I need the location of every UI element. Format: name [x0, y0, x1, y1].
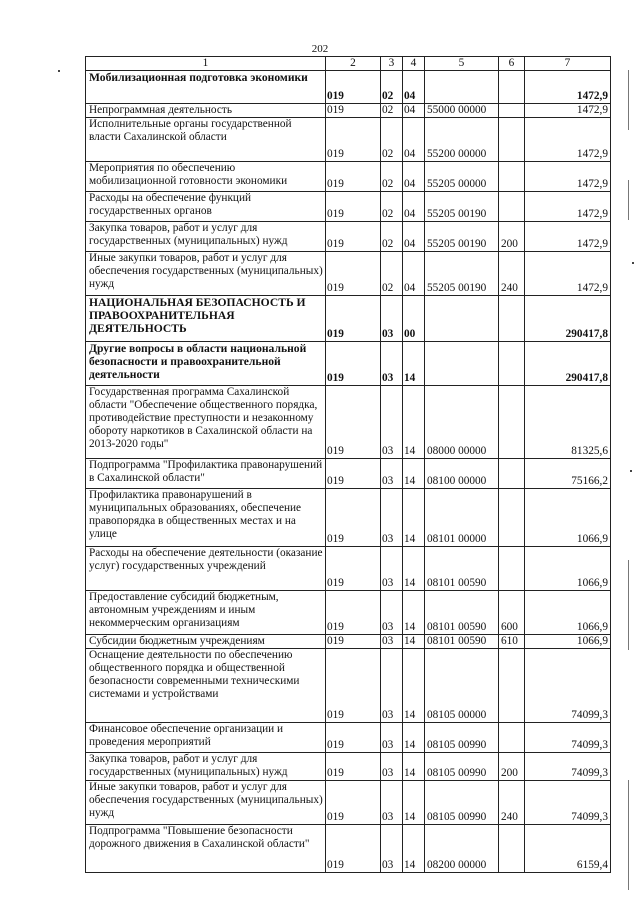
amount: 75166,2	[525, 459, 611, 489]
column-header: 6	[499, 57, 525, 71]
table-row	[86, 635, 611, 649]
table-row	[86, 459, 611, 489]
scan-edge-line	[628, 70, 629, 130]
section-code: 03	[381, 386, 403, 459]
admin-code: 019	[326, 723, 381, 753]
expense-type	[499, 386, 525, 459]
subsection-code: 14	[403, 635, 425, 649]
amount: 1472,9	[525, 71, 611, 104]
table-row	[86, 162, 611, 192]
expense-type	[499, 296, 525, 342]
row-name: Профилактика правонарушений в муниципальных образованиях, обеспечение правопорядка в общественных местах и на улице	[86, 489, 326, 547]
expense-type	[499, 459, 525, 489]
section-code: 03	[381, 591, 403, 635]
row-name: Закупка товаров, работ и услуг для государственных (муниципальных) нужд	[86, 753, 326, 781]
subsection-code: 14	[403, 781, 425, 825]
section-code: 03	[381, 489, 403, 547]
subsection-code: 14	[403, 459, 425, 489]
expense-type: 610	[499, 635, 525, 649]
scan-edge-line	[628, 780, 629, 890]
amount: 74099,3	[525, 753, 611, 781]
scan-edge-line	[628, 180, 629, 220]
section-code: 02	[381, 252, 403, 296]
target-article	[425, 71, 499, 104]
row-name: Иные закупки товаров, работ и услуг для обеспечения государственных (муниципальных) нужд	[86, 252, 326, 296]
section-code: 03	[381, 723, 403, 753]
subsection-code: 04	[403, 104, 425, 118]
section-code: 03	[381, 781, 403, 825]
amount: 74099,3	[525, 649, 611, 723]
subsection-code: 04	[403, 162, 425, 192]
subsection-code: 00	[403, 296, 425, 342]
section-code: 02	[381, 71, 403, 104]
admin-code: 019	[326, 222, 381, 252]
admin-code: 019	[326, 649, 381, 723]
column-header: 4	[403, 57, 425, 71]
table-row	[86, 547, 611, 591]
target-article: 08101 00590	[425, 591, 499, 635]
admin-code: 019	[326, 591, 381, 635]
row-name: Финансовое обеспечение организации и проведения мероприятий	[86, 723, 326, 753]
table-row	[86, 252, 611, 296]
expense-type	[499, 118, 525, 162]
subsection-code: 14	[403, 489, 425, 547]
amount: 290417,8	[525, 342, 611, 386]
amount: 74099,3	[525, 781, 611, 825]
admin-code: 019	[326, 635, 381, 649]
target-article: 08105 00990	[425, 781, 499, 825]
table-row	[86, 118, 611, 162]
target-article: 55205 00190	[425, 222, 499, 252]
section-code: 02	[381, 118, 403, 162]
column-header: 1	[86, 57, 326, 71]
target-article: 08105 00000	[425, 649, 499, 723]
target-article: 08105 00990	[425, 723, 499, 753]
subsection-code: 04	[403, 71, 425, 104]
section-code: 03	[381, 635, 403, 649]
row-name: Расходы на обеспечение деятельности (оказание услуг) государственных учреждений	[86, 547, 326, 591]
amount: 1472,9	[525, 118, 611, 162]
row-name: Государственная программа Сахалинской области "Обеспечение общественного порядка, противодействие преступности и незаконному обороту наркотиков в Сахалинской области на 2013-2020 годы"	[86, 386, 326, 459]
admin-code: 019	[326, 342, 381, 386]
expense-type	[499, 71, 525, 104]
table-row	[86, 825, 611, 873]
amount: 74099,3	[525, 723, 611, 753]
target-article: 08200 00000	[425, 825, 499, 873]
amount: 290417,8	[525, 296, 611, 342]
table-row	[86, 591, 611, 635]
target-article	[425, 342, 499, 386]
subsection-code: 04	[403, 252, 425, 296]
section-code: 02	[381, 222, 403, 252]
admin-code: 019	[326, 162, 381, 192]
row-name: Исполнительные органы государственной власти Сахалинской области	[86, 118, 326, 162]
target-article: 55205 00190	[425, 252, 499, 296]
subsection-code: 14	[403, 649, 425, 723]
expense-type: 200	[499, 222, 525, 252]
admin-code: 019	[326, 489, 381, 547]
target-article: 08000 00000	[425, 386, 499, 459]
row-name: Подпрограмма "Профилактика правонарушений в Сахалинской области"	[86, 459, 326, 489]
table-header-row	[86, 57, 611, 71]
expense-type	[499, 342, 525, 386]
admin-code: 019	[326, 386, 381, 459]
section-code: 02	[381, 162, 403, 192]
target-article: 08101 00590	[425, 547, 499, 591]
admin-code: 019	[326, 753, 381, 781]
admin-code: 019	[326, 459, 381, 489]
expense-type	[499, 723, 525, 753]
target-article: 08101 00590	[425, 635, 499, 649]
section-code: 03	[381, 547, 403, 591]
row-name: Другие вопросы в области национальной безопасности и правоохранительной деятельности	[86, 342, 326, 386]
table-row	[86, 489, 611, 547]
subsection-code: 14	[403, 825, 425, 873]
subsection-code: 04	[403, 118, 425, 162]
column-header: 5	[425, 57, 499, 71]
budget-table	[85, 56, 611, 873]
expense-type	[499, 547, 525, 591]
section-code: 03	[381, 296, 403, 342]
scan-edge-line	[628, 560, 629, 650]
table-row	[86, 222, 611, 252]
table-row	[86, 104, 611, 118]
column-header: 7	[525, 57, 611, 71]
subsection-code: 04	[403, 222, 425, 252]
table-row	[86, 296, 611, 342]
admin-code: 019	[326, 104, 381, 118]
subsection-code: 14	[403, 342, 425, 386]
admin-code: 019	[326, 547, 381, 591]
amount: 1066,9	[525, 547, 611, 591]
table-row	[86, 71, 611, 104]
amount: 1472,9	[525, 222, 611, 252]
admin-code: 019	[326, 252, 381, 296]
row-name: Непрограммная деятельность	[86, 104, 326, 118]
expense-type	[499, 162, 525, 192]
row-name: Подпрограмма "Повышение безопасности дорожного движения в Сахалинской области"	[86, 825, 326, 873]
table-row	[86, 753, 611, 781]
column-header: 2	[326, 57, 381, 71]
amount: 1066,9	[525, 489, 611, 547]
target-article: 55205 00190	[425, 192, 499, 222]
row-name: Субсидии бюджетным учреждениям	[86, 635, 326, 649]
amount: 1472,9	[525, 162, 611, 192]
expense-type: 600	[499, 591, 525, 635]
scan-speck	[632, 262, 634, 264]
table-row	[86, 386, 611, 459]
amount: 81325,6	[525, 386, 611, 459]
amount: 1066,9	[525, 635, 611, 649]
column-header: 3	[381, 57, 403, 71]
section-code: 02	[381, 104, 403, 118]
admin-code: 019	[326, 192, 381, 222]
amount: 1066,9	[525, 591, 611, 635]
expense-type	[499, 489, 525, 547]
expense-type	[499, 104, 525, 118]
amount: 1472,9	[525, 252, 611, 296]
row-name: НАЦИОНАЛЬНАЯ БЕЗОПАСНОСТЬ И ПРАВООХРАНИТЕЛЬНАЯ ДЕЯТЕЛЬНОСТЬ	[86, 296, 326, 342]
expense-type	[499, 825, 525, 873]
target-article: 08101 00000	[425, 489, 499, 547]
row-name: Мероприятия по обеспечению мобилизационной готовности экономики	[86, 162, 326, 192]
amount: 6159,4	[525, 825, 611, 873]
admin-code: 019	[326, 118, 381, 162]
scan-speck	[630, 470, 632, 472]
expense-type: 200	[499, 753, 525, 781]
row-name: Иные закупки товаров, работ и услуг для обеспечения государственных (муниципальных) нужд	[86, 781, 326, 825]
target-article: 55200 00000	[425, 118, 499, 162]
admin-code: 019	[326, 825, 381, 873]
section-code: 02	[381, 192, 403, 222]
row-name: Мобилизационная подготовка экономики	[86, 71, 326, 104]
row-name: Расходы на обеспечение функций государственных органов	[86, 192, 326, 222]
table-row	[86, 342, 611, 386]
section-code: 03	[381, 342, 403, 386]
section-code: 03	[381, 649, 403, 723]
admin-code: 019	[326, 781, 381, 825]
page-number: 202	[311, 43, 329, 55]
target-article: 55000 00000	[425, 104, 499, 118]
row-name: Оснащение деятельности по обеспечению общественного порядка и общественной безопасности современными техническими системами и устройствами	[86, 649, 326, 723]
expense-type	[499, 649, 525, 723]
table-row	[86, 649, 611, 723]
section-code: 03	[381, 825, 403, 873]
table-row	[86, 723, 611, 753]
subsection-code: 14	[403, 723, 425, 753]
admin-code: 019	[326, 296, 381, 342]
amount: 1472,9	[525, 104, 611, 118]
subsection-code: 14	[403, 547, 425, 591]
scan-speck	[58, 70, 60, 72]
row-name: Закупка товаров, работ и услуг для государственных (муниципальных) нужд	[86, 222, 326, 252]
section-code: 03	[381, 459, 403, 489]
amount: 1472,9	[525, 192, 611, 222]
admin-code: 019	[326, 71, 381, 104]
section-code: 03	[381, 753, 403, 781]
target-article: 08100 00000	[425, 459, 499, 489]
expense-type	[499, 192, 525, 222]
table-row	[86, 192, 611, 222]
expense-type: 240	[499, 781, 525, 825]
subsection-code: 04	[403, 192, 425, 222]
target-article	[425, 296, 499, 342]
target-article: 55205 00000	[425, 162, 499, 192]
target-article: 08105 00990	[425, 753, 499, 781]
subsection-code: 14	[403, 753, 425, 781]
subsection-code: 14	[403, 386, 425, 459]
expense-type: 240	[499, 252, 525, 296]
table-row	[86, 781, 611, 825]
row-name: Предоставление субсидий бюджетным, автономным учреждениям и иным некоммерческим организациям	[86, 591, 326, 635]
subsection-code: 14	[403, 591, 425, 635]
